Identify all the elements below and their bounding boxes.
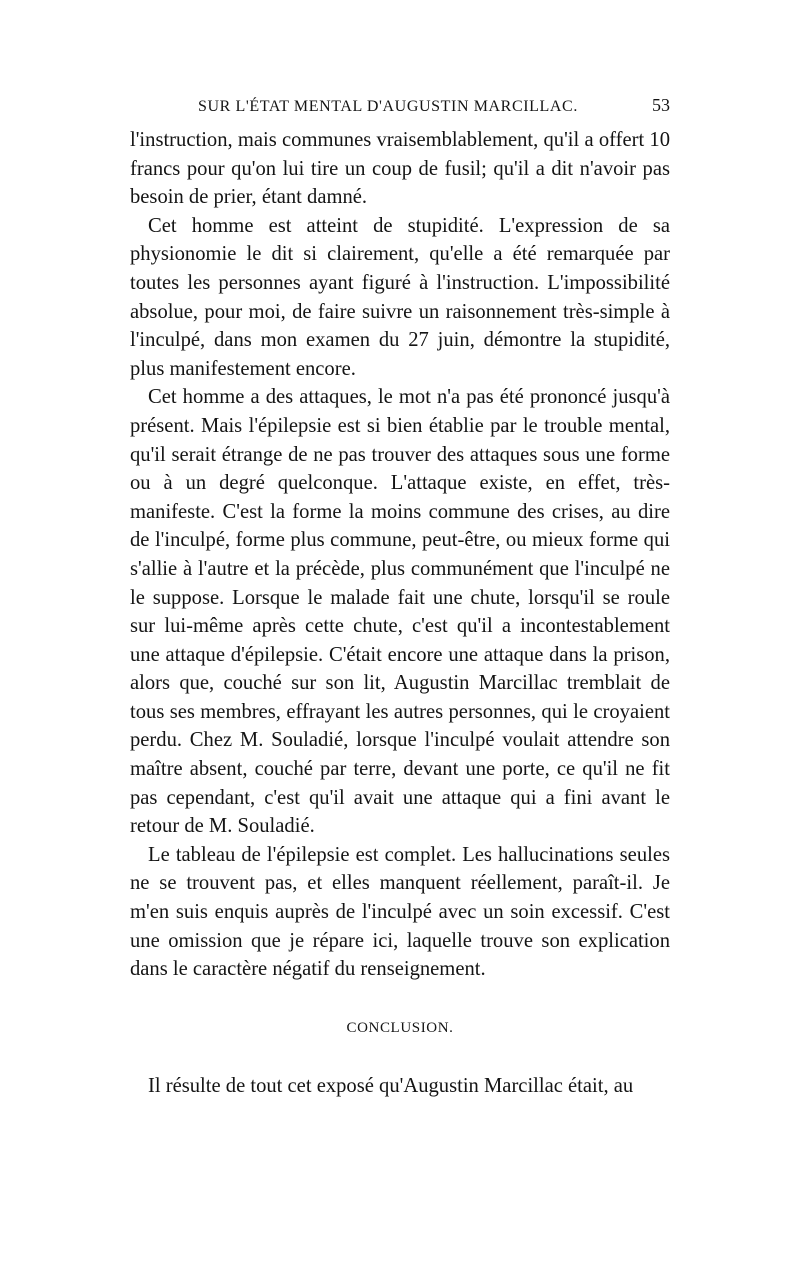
paragraph-attaques: Cet homme a des attaques, le mot n'a pas été prononcé jusqu'à présent. Mais l'épilepsie est si bien établie par le trouble mental, qu'il serait étrange de ne pas trouver des attaques sous une forme ou à un degré quelconque. L'attaque existe, en effet, très-manifeste. C'est la forme la moins commune des crises, au dire de l'inculpé, forme plus commune, peut-être, ou mieux forme qui s'allie à l'autre et la précède, plus communément que l'inculpé ne le suppose. Lorsque le malade fait une chute, lorsqu'il se roule sur lui-même après cette chute, c'est qu'il a incontestablement une attaque d'épilepsie. C'était encore une attaque dans la prison, alors que, couché sur son lit, Augustin Marcillac tremblait de tous ses membres, effrayant les autres personnes, qui le croyaient perdu. Chez M. Souladié, lorsque l'inculpé voulait attendre son maître absent, couché par terre, devant une porte, ce qu'il ne fit pas cependant, c'est qu'il avait une attaque qui a fini avant le retour de M. Souladié. bbox=[130, 386, 670, 838]
running-head bbox=[130, 92, 670, 126]
running-head-title: SUR L'ÉTAT MENTAL D'AUGUSTIN MARCILLAC. bbox=[198, 98, 578, 115]
paragraph-stupidite: Cet homme est atteint de stupidité. L'expression de sa physionomie le dit si clairement, qu'elle a été remarquée par toutes les personnes ayant figuré à l'instruction. L'impossibilité absolue, pour moi, de faire suivre un raisonnement très-simple à l'inculpé, dans mon examen du 27 juin, démontre la stupidité, plus manifestement encore. bbox=[130, 214, 670, 380]
paragraph-continued: l'instruction, mais communes vraisemblablement, qu'il a offert 10 francs pour qu'on lui tire un coup de fusil; qu'il a dit n'avoir pas besoin de prier, étant damné. bbox=[130, 129, 670, 209]
page-number: 53 bbox=[652, 95, 670, 115]
paragraph-conclusion: Il résulte de tout cet exposé qu'Augustin Marcillac était, au bbox=[148, 1074, 634, 1097]
book-page bbox=[130, 92, 670, 1100]
paragraph-tableau: Le tableau de l'épilepsie est complet. Les hallucinations seules ne se trouvent pas, et elles manquent réellement, paraît-il. Je m'en suis enquis auprès de l'inculpé avec un soin excessif. C'est une omission que je répare ici, laquelle trouve son explication dans le caractère négatif du renseignement. bbox=[130, 843, 670, 981]
body-text bbox=[130, 126, 670, 1100]
section-heading-conclusion: CONCLUSION. bbox=[346, 1019, 454, 1036]
